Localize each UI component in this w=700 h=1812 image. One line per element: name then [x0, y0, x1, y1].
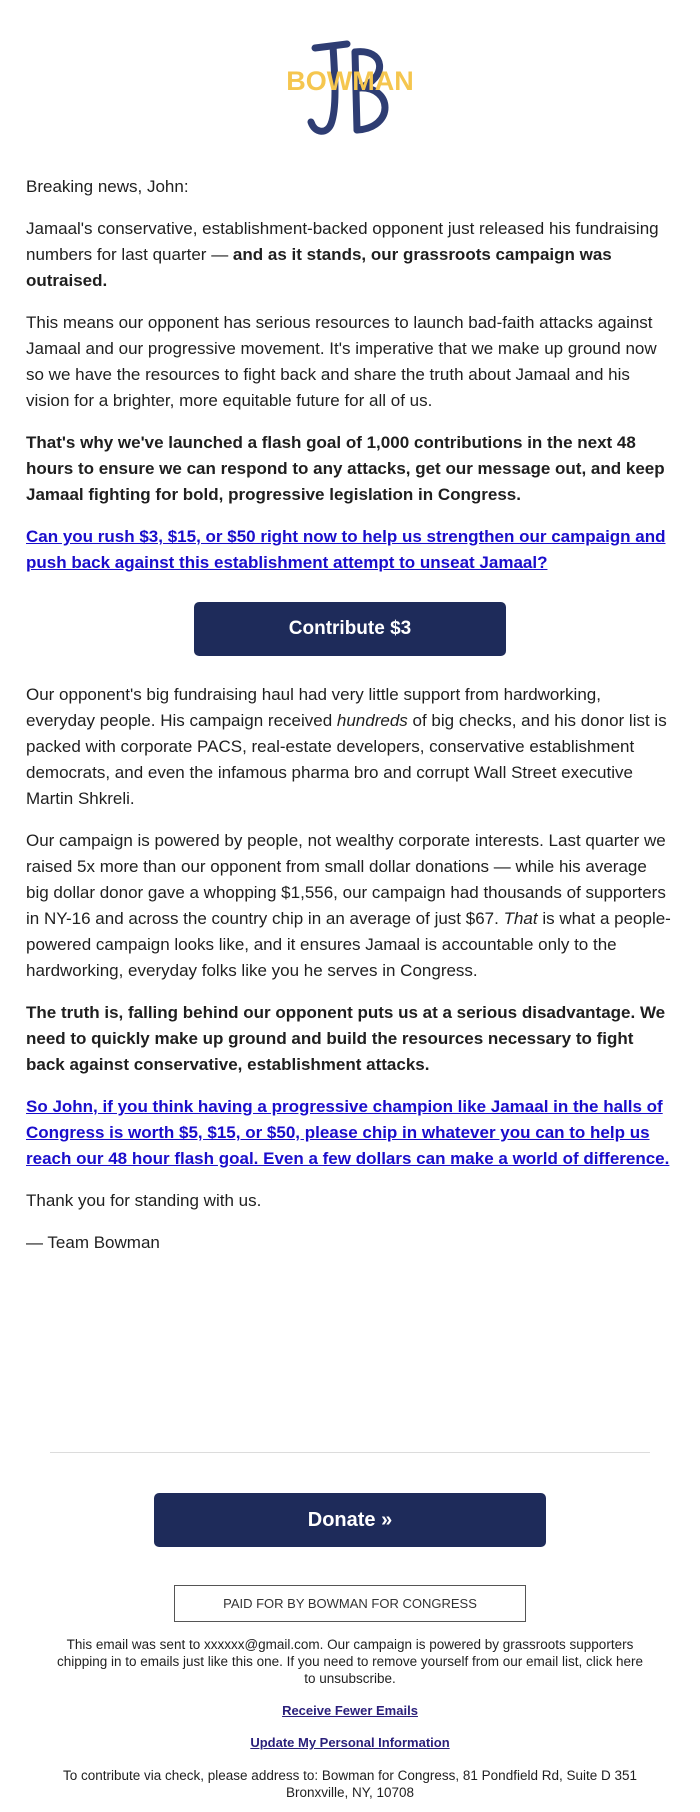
email-body: [26, 174, 674, 1256]
signoff: — Team Bowman: [26, 1233, 160, 1252]
paragraph-opponent-donors-a: Our opponent's big fundraising haul had very little support from hardworking, everyday people. His campaign received: [26, 685, 601, 730]
paragraph-ask-1: [26, 524, 674, 576]
receive-fewer-emails-link[interactable]: Receive Fewer Emails: [282, 1703, 418, 1718]
greeting: Breaking news, John:: [26, 177, 189, 196]
paragraph-opponent-donors-b: of big checks, and his donor list is packed with corporate PACS, real-estate developers, conservative establishment democrats, and even the infamous pharma bro and corrupt Wall Street executive Martin Shkreli.: [26, 711, 667, 808]
paragraph-opponent-donors: [26, 682, 674, 812]
thanks-line: Thank you for standing with us.: [26, 1191, 262, 1210]
paragraph-ask-2: [26, 1094, 674, 1172]
paragraph-flash-goal: That's why we've launched a flash goal of 1,000 contributions in the next 48 hours to ensure we can respond to any attacks, get our message out, and keep Jamaal fighting for bold, progressive legislation in Congress.: [26, 433, 665, 504]
paragraph-outraised: [26, 216, 674, 294]
paragraph-resources: This means our opponent has serious resources to launch bad-faith attacks against Jamaal and our progressive movement. It's imperative that we make up ground now so we have the resources to fight back and share the truth about Jamaal and his vision for a brighter, more equitable future for all of us.: [26, 313, 657, 410]
paragraph-disadvantage: The truth is, falling behind our opponent puts us at a serious disadvantage. We need to quickly make up ground and build the resources necessary to fight back against conservative, establishment attacks.: [26, 1003, 666, 1074]
donation-link-1[interactable]: Can you rush $3, $15, or $50 right now to help us strengthen our campaign and push back against this establishment attempt to unseat Jamaal?: [26, 527, 666, 572]
paragraph-outraised-text: Jamaal's conservative, establishment-backed opponent just released his fundraising numbers for last quarter —: [26, 219, 659, 264]
update-personal-info-link[interactable]: Update My Personal Information: [250, 1735, 450, 1750]
email-footer: [26, 1547, 674, 1801]
paid-for-disclaimer: PAID FOR BY BOWMAN FOR CONGRESS: [174, 1585, 526, 1622]
header-logo-area: [26, 0, 674, 150]
bowman-logo: [285, 38, 415, 138]
donation-link-2[interactable]: So John, if you think having a progressive champion like Jamaal in the halls of Congress is worth $5, $15, or $50, please chip in whatever you can to help us reach our 48 hour flash goal. Even a few dollars can make a world of difference.: [26, 1097, 670, 1168]
paragraph-outraised-bold: and as it stands, our grassroots campaign was outraised.: [26, 245, 612, 290]
contribute-button-wrap: [26, 602, 674, 656]
paragraph-powered-a: Our campaign is powered by people, not wealthy corporate interests. Last quarter we raised 5x more than our opponent from small dollar donations — while his average big dollar donor gave a whopping $1,556, our campaign had thousands of supporters in NY-16 and across the country chip in an average of just $67.: [26, 831, 666, 928]
paragraph-powered-by-people: [26, 828, 674, 984]
mailing-address: To contribute via check, please address to: Bowman for Congress, 81 Pondfield Rd, Suite D 351 Bronxville, NY, 10708: [62, 1768, 638, 1800]
paragraph-powered-b: is what a people-powered campaign looks like, and it ensures Jamaal is accountable only to the hardworking, everyday folks like you he serves in Congress.: [26, 909, 671, 980]
donate-button[interactable]: Donate »: [154, 1493, 546, 1547]
bowman-logo-graphic: [285, 38, 415, 138]
footer-divider: [50, 1452, 650, 1453]
contribute-button[interactable]: Contribute $3: [194, 602, 506, 656]
paragraph-powered-italic: That: [503, 909, 538, 928]
donate-button-wrap: [26, 1493, 674, 1547]
sent-to-note: This email was sent to xxxxxx@gmail.com. Our campaign is powered by grassroots supporters chipping in to emails just like this one. If you need to remove yourself from our email list, click here to unsubscribe.: [56, 1637, 643, 1686]
paragraph-opponent-donors-italic: hundreds: [336, 711, 408, 730]
logo-brand-text: BOWMAN: [286, 66, 414, 96]
spacer: [26, 1272, 674, 1452]
